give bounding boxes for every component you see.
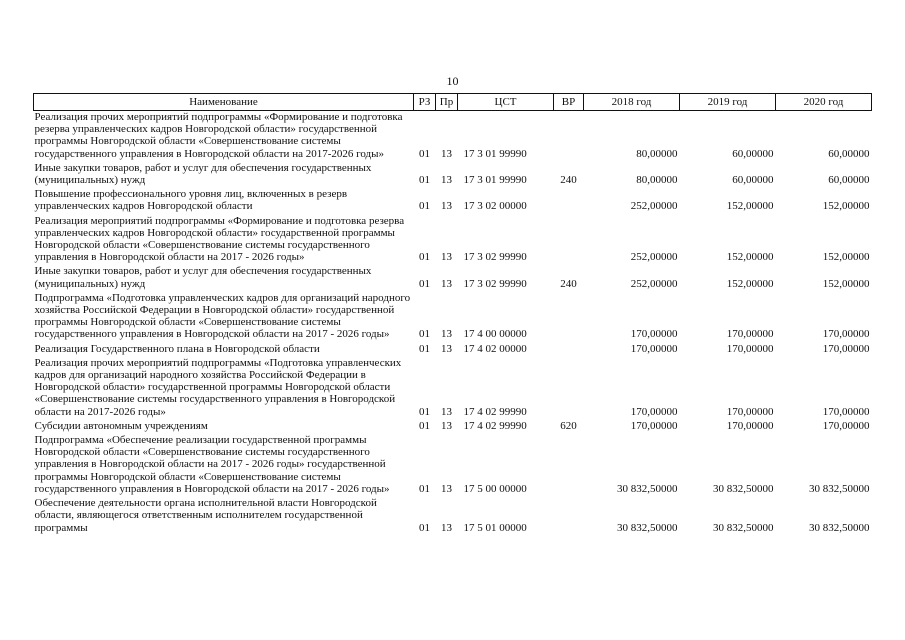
table-cell-2020: 170,00000 — [822, 419, 870, 432]
table-cell-name: Подпрограмма «Обеспечение реализации государственной программы Новгородской области «Совершенствование системы государственного управления в Новгородской области на 2017 - 2026 годы» государственной программы Новгородской области «Совершенствование системы государственного управления в Новгородской области на 2017 - 2026 годы» — [34, 434, 390, 495]
table-cell-cst: 17 4 02 99990 — [463, 405, 527, 418]
table-cell-2019: 30 832,50000 — [713, 482, 774, 495]
header-cst: ЦСТ — [458, 94, 554, 111]
header-2018: 2018 год — [584, 94, 680, 111]
table-cell-2020: 60,00000 — [828, 147, 870, 160]
table-cell-2018: 80,00000 — [636, 147, 678, 160]
table-cell-rz: 01 — [419, 147, 430, 160]
table-cell-rz: 01 — [419, 521, 430, 534]
table-cell-pr: 13 — [441, 174, 452, 187]
table-cell-2018: 170,00000 — [630, 419, 678, 432]
table-cell-cst: 17 3 01 99990 — [463, 174, 527, 187]
table-cell-rz: 01 — [419, 200, 430, 213]
table-cell-cst: 17 4 02 00000 — [463, 342, 527, 355]
table-row — [34, 160, 872, 186]
table-cell-vr — [554, 355, 584, 418]
table-cell-2020: 30 832,50000 — [809, 521, 870, 534]
table-cell-vr — [554, 290, 584, 341]
table-cell-2018: 80,00000 — [636, 174, 678, 187]
table-cell-2018: 252,00000 — [630, 200, 678, 213]
header-pr: Пр — [436, 94, 458, 111]
table-cell-pr: 13 — [441, 482, 452, 495]
table-cell-vr: 240 — [560, 174, 577, 187]
table-cell-pr: 13 — [441, 521, 452, 534]
table-cell-name: Иные закупки товаров, работ и услуг для обеспечения государственных (муниципальных) нужд — [34, 161, 372, 187]
table-cell-2020: 152,00000 — [822, 277, 870, 290]
table-cell-2018: 170,00000 — [630, 405, 678, 418]
table-cell-name: Субсидии автономным учреждениям — [34, 419, 208, 432]
table-cell-pr: 13 — [441, 147, 452, 160]
table-cell-cst: 17 3 01 99990 — [463, 147, 527, 160]
table-cell-rz: 01 — [419, 328, 430, 341]
table-cell-2020: 152,00000 — [822, 251, 870, 264]
table-cell-vr — [554, 432, 584, 495]
table-cell-rz: 01 — [419, 405, 430, 418]
table-row — [34, 341, 872, 355]
table-row — [34, 355, 872, 418]
table-cell-pr: 13 — [441, 328, 452, 341]
table-cell-2018: 170,00000 — [630, 328, 678, 341]
table-cell-rz: 01 — [419, 482, 430, 495]
table-cell-name: Реализация мероприятий подпрограммы «Формирование и подготовка резерва управленческих кадров Новгородской области» государственной программы Новгородской области «Совершенствование системы государственного управления в Новгородской области на 2017 - 2026 годы» — [34, 214, 405, 264]
table-cell-vr — [554, 111, 584, 160]
table-cell-2019: 60,00000 — [732, 174, 774, 187]
table-cell-name: Реализация прочих мероприятий подпрограммы «Подготовка управленческих кадров для организаций народного хозяйства Российской Федерации в Новгородской области» государственной программы Новгородской области «Совершенствование системы государственного управления в Новгородской области на 2017-2026 годы» — [34, 356, 402, 418]
table-cell-rz: 01 — [419, 251, 430, 264]
table-row — [34, 111, 872, 160]
table-cell-2018: 252,00000 — [630, 251, 678, 264]
table-cell-rz: 01 — [419, 342, 430, 355]
table-cell-pr: 13 — [441, 251, 452, 264]
table-cell-vr: 240 — [560, 277, 577, 290]
table-cell-rz: 01 — [419, 277, 430, 290]
table-row — [34, 213, 872, 264]
header-rz: РЗ — [414, 94, 436, 111]
header-2020: 2020 год — [776, 94, 872, 111]
table-cell-2020: 170,00000 — [822, 328, 870, 341]
table-cell-name: Обеспечение деятельности органа исполнительной власти Новгородской области, являющегося ответственным исполнителем государственной программы — [34, 497, 377, 534]
table-cell-2019: 152,00000 — [726, 200, 774, 213]
table-cell-2019: 60,00000 — [732, 147, 774, 160]
table-cell-vr — [554, 186, 584, 212]
table-cell-2019: 170,00000 — [726, 419, 774, 432]
table-cell-vr: 620 — [560, 419, 577, 432]
table-cell-rz: 01 — [419, 174, 430, 187]
table-cell-pr: 13 — [441, 419, 452, 432]
table-cell-vr — [554, 495, 584, 534]
table-row — [34, 418, 872, 432]
table-cell-pr: 13 — [441, 405, 452, 418]
table-cell-cst: 17 3 02 99990 — [463, 251, 527, 264]
table-cell-pr: 13 — [441, 342, 452, 355]
table-cell-2020: 30 832,50000 — [809, 482, 870, 495]
budget-table — [33, 93, 872, 534]
table-cell-2019: 170,00000 — [726, 405, 774, 418]
table-cell-2020: 170,00000 — [822, 342, 870, 355]
table-row — [34, 186, 872, 212]
table-cell-2019: 30 832,50000 — [713, 521, 774, 534]
table-cell-2020: 170,00000 — [822, 405, 870, 418]
table-cell-cst: 17 4 02 99990 — [463, 419, 527, 432]
table-cell-2018: 252,00000 — [630, 277, 678, 290]
table-cell-2019: 152,00000 — [726, 251, 774, 264]
table-cell-cst: 17 5 00 00000 — [463, 482, 527, 495]
table-row — [34, 495, 872, 534]
table-cell-2020: 60,00000 — [828, 174, 870, 187]
table-row — [34, 432, 872, 495]
table-cell-vr — [554, 213, 584, 264]
page-number: 10 — [446, 74, 459, 88]
table-cell-name: Повышение профессионального уровня лиц, включенных в резерв управленческих кадров Новгородской области — [34, 188, 348, 213]
table-row — [34, 290, 872, 341]
table-cell-pr: 13 — [441, 277, 452, 290]
table-cell-2018: 30 832,50000 — [617, 482, 678, 495]
table-row — [34, 263, 872, 289]
table-cell-cst: 17 4 00 00000 — [463, 328, 527, 341]
table-cell-2018: 170,00000 — [630, 342, 678, 355]
table-cell-rz: 01 — [419, 419, 430, 432]
table-cell-2018: 30 832,50000 — [617, 521, 678, 534]
header-2019: 2019 год — [680, 94, 776, 111]
table-cell-2019: 170,00000 — [726, 342, 774, 355]
table-cell-2020: 152,00000 — [822, 200, 870, 213]
header-vr: ВР — [554, 94, 584, 111]
table-cell-cst: 17 3 02 99990 — [463, 277, 527, 290]
table-cell-name: Иные закупки товаров, работ и услуг для обеспечения государственных (муниципальных) нужд — [34, 265, 372, 290]
table-cell-name: Подпрограмма «Подготовка управленческих кадров для организаций народного хозяйства Российской Федерации в Новгородской области» государственной программы Новгородской области «Совершенствование системы государственного управления в Новгородской области на 2017 - 2026 годы» — [34, 291, 411, 341]
table-cell-cst: 17 3 02 00000 — [463, 200, 527, 213]
table-cell-2019: 170,00000 — [726, 328, 774, 341]
table-cell-vr — [554, 341, 584, 355]
table-cell-cst: 17 5 01 00000 — [463, 521, 527, 534]
table-cell-pr: 13 — [441, 200, 452, 213]
table-cell-name: Реализация Государственного плана в Новгородской области — [34, 342, 320, 355]
table-cell-name: Реализация прочих мероприятий подпрограммы «Формирование и подготовка резерва управленческих кадров Новгородской области» государственной программы Новгородской области «Совершенствование системы государственного управления в Новгородской области на 2017-2026 годы» — [34, 111, 403, 160]
table-cell-2019: 152,00000 — [726, 277, 774, 290]
table-header-row — [34, 94, 872, 111]
header-name: Наименование — [34, 94, 414, 111]
